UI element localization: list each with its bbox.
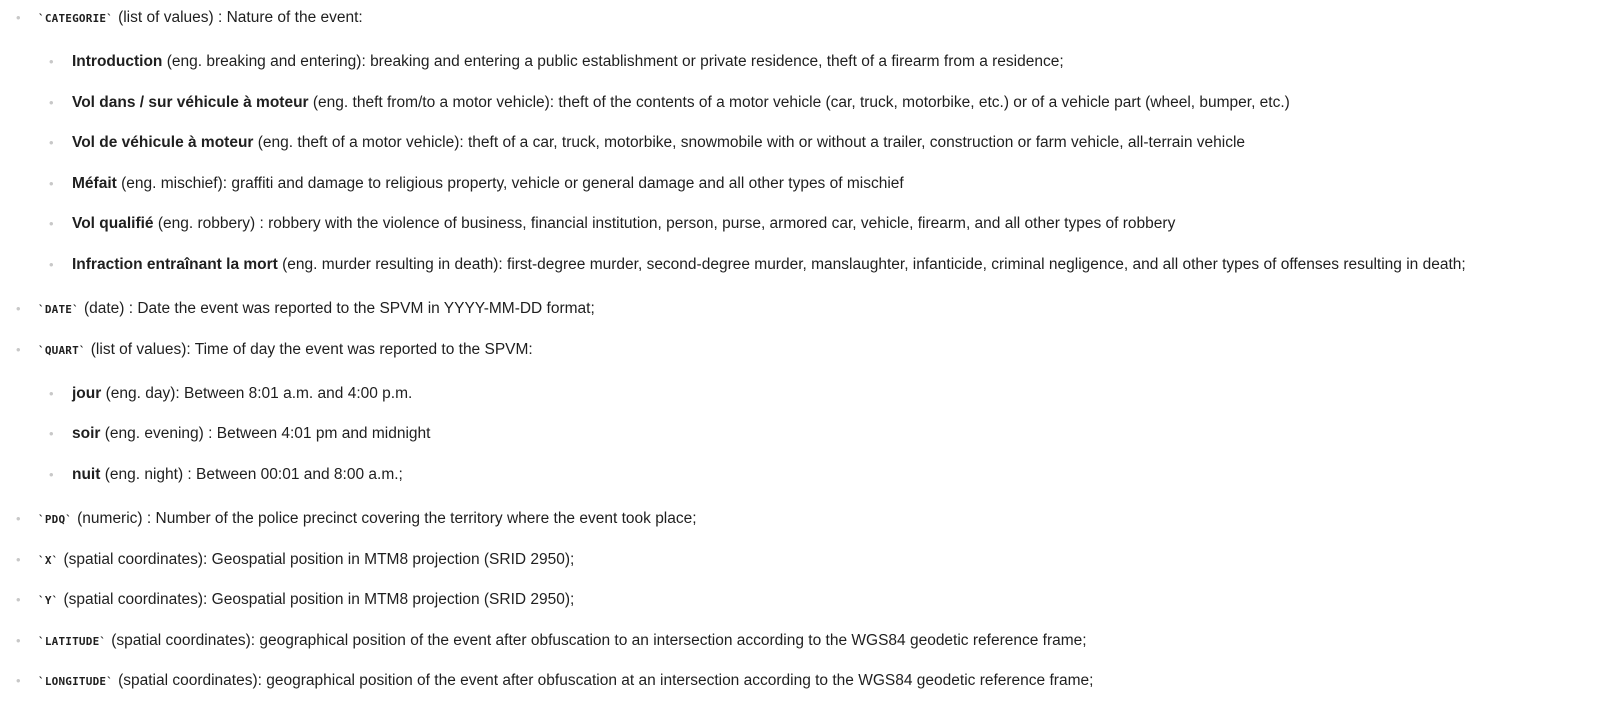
- field-code: `LONGITUDE`: [38, 675, 114, 688]
- bullet-icon: •: [16, 511, 21, 526]
- field-description: (spatial coordinates): Geospatial position in MTM8 projection (SRID 2950);: [63, 591, 575, 608]
- field-description: (spatial coordinates): geographical position of the event after obfuscation to an intersection according to the WGS84 geodetic reference frame;: [111, 632, 1087, 649]
- bullet-icon: •: [49, 426, 54, 441]
- term-label: Infraction entraînant la mort: [72, 256, 278, 273]
- bullet-icon: •: [16, 592, 21, 607]
- field-code: `QUART`: [38, 344, 86, 357]
- bullet-icon: •: [16, 633, 21, 648]
- term-label: Vol de véhicule à moteur: [72, 134, 254, 151]
- field-code: `CATEGORIE`: [38, 12, 114, 25]
- bullet-icon: •: [49, 54, 54, 69]
- term-label: Vol dans / sur véhicule à moteur: [72, 94, 309, 111]
- field-description: (numeric) : Number of the police precinct covering the territory where the event took place;: [77, 510, 697, 527]
- list-item-content: [38, 340, 533, 361]
- term-description: (eng. evening) : Between 4:01 pm and midnight: [100, 425, 431, 442]
- list-item-content: [38, 299, 595, 320]
- bullet-icon: •: [16, 301, 21, 316]
- term-description: (eng. night) : Between 00:01 and 8:00 a.m.;: [100, 466, 403, 483]
- sub-item-content: [72, 424, 430, 444]
- field-description: (list of values) : Nature of the event:: [118, 9, 363, 26]
- field-code: `LATITUDE`: [38, 635, 107, 648]
- bullet-icon: •: [49, 176, 54, 191]
- bullet-icon: •: [16, 10, 21, 25]
- bullet-icon: •: [49, 216, 54, 231]
- sub-item-content: [72, 52, 1064, 72]
- field-code: `X`: [38, 554, 59, 567]
- term-label: Méfait: [72, 175, 117, 192]
- list-item-content: [38, 671, 1093, 692]
- bullet-icon: •: [16, 673, 21, 688]
- sub-item-content: [72, 174, 904, 194]
- sub-item-content: [72, 255, 1466, 275]
- field-description: (spatial coordinates): geographical position of the event after obfuscation at an intersection according to the WGS84 geodetic reference frame;: [118, 672, 1094, 689]
- term-description: (eng. mischief): graffiti and damage to religious property, vehicle or general damage and all other types of mischief: [116, 175, 904, 192]
- term-label: nuit: [72, 466, 101, 483]
- term-label: soir: [72, 425, 101, 442]
- bullet-icon: •: [49, 386, 54, 401]
- bullet-icon: •: [49, 257, 54, 272]
- term-label: jour: [72, 385, 102, 402]
- list-item-content: [38, 8, 363, 29]
- term-description: (eng. day): Between 8:01 a.m. and 4:00 p.m.: [101, 385, 413, 402]
- list-item-content: [38, 550, 574, 571]
- term-description: (eng. murder resulting in death): first-degree murder, second-degree murder, manslaughter, infanticide, criminal negligence, and all other types of offenses resulting in death;: [277, 256, 1466, 273]
- term-description: (eng. breaking and entering): breaking and entering a public establishment or private residence, theft of a firearm from a residence;: [162, 53, 1064, 70]
- bullet-icon: •: [49, 95, 54, 110]
- bullet-icon: •: [16, 342, 21, 357]
- sub-item-content: [72, 384, 412, 404]
- list-item-content: [38, 631, 1087, 652]
- sub-item-content: [72, 133, 1245, 153]
- list-item-content: [38, 509, 697, 530]
- sub-item-content: [72, 93, 1290, 113]
- bullet-icon: •: [49, 135, 54, 150]
- term-description: (eng. theft of a motor vehicle): theft of a car, truck, motorbike, snowmobile with or without a trailer, construction or farm vehicle, all-terrain vehicle: [253, 134, 1246, 151]
- term-label: Vol qualifié: [72, 215, 154, 232]
- bullet-icon: •: [16, 552, 21, 567]
- field-description: (list of values): Time of day the event was reported to the SPVM:: [90, 341, 533, 358]
- bullet-icon: •: [49, 467, 54, 482]
- list-item-content: [38, 590, 574, 611]
- term-description: (eng. robbery) : robbery with the violence of business, financial institution, person, purse, armored car, vehicle, firearm, and all other types of robbery: [153, 215, 1176, 232]
- sub-item-content: [72, 465, 403, 485]
- term-label: Introduction: [72, 53, 163, 70]
- field-description: (date) : Date the event was reported to the SPVM in YYYY-MM-DD format;: [83, 300, 595, 317]
- field-code: `PDQ`: [38, 513, 73, 526]
- field-description: (spatial coordinates): Geospatial position in MTM8 projection (SRID 2950);: [63, 551, 575, 568]
- sub-item-content: [72, 214, 1175, 234]
- field-code: `DATE`: [38, 303, 79, 316]
- field-code: `Y`: [38, 594, 59, 607]
- term-description: (eng. theft from/to a motor vehicle): theft of the contents of a motor vehicle (car, truck, motorbike, etc.) or of a vehicle part (wheel, bumper, etc.): [308, 94, 1290, 111]
